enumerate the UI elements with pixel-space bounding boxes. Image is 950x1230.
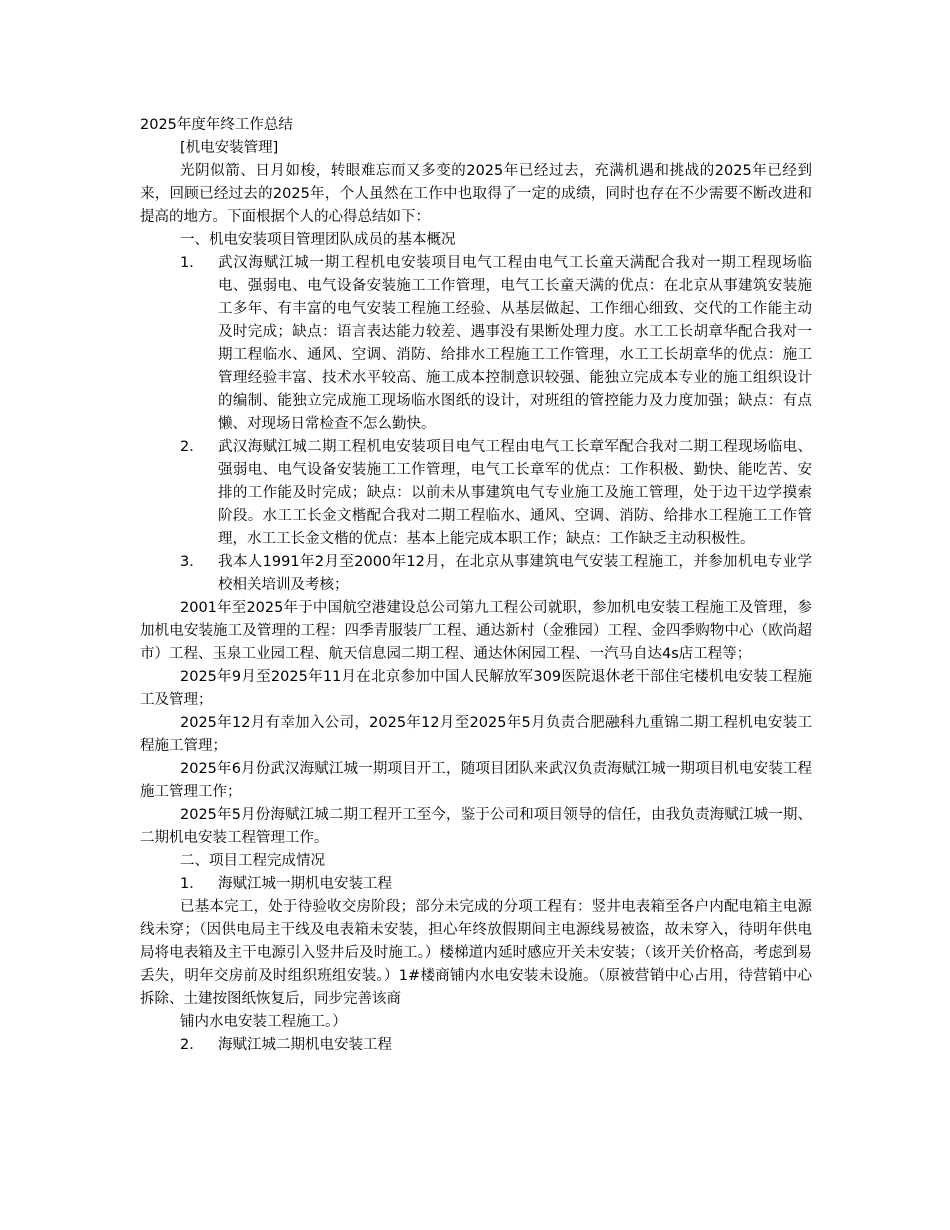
- subsection-heading: [140, 873, 812, 896]
- history-paragraph: 2025年5月份海赋江城二期工程开工至今，鉴于公司和项目领导的信任，由我负责海赋江城一期、二期机电安装工程管理工作。: [140, 807, 812, 846]
- document-body: [140, 114, 812, 1057]
- history-paragraph: 2025年6月份武汉海赋江城一期项目开工，随项目团队来武汉负责海赋江城一期项目机电安装工程施工管理工作；: [140, 761, 812, 800]
- category-tag: [机电安装管理]: [180, 140, 279, 156]
- list-item-text: 武汉海赋江城一期工程机电安装项目电气工程由电气工长童天满配合我对一期工程现场临电、强弱电、电气设备安装施工工作管理，电气工长童天满的优点：在北京从事建筑安装施工多年、有丰富的电气安装工程施工经验、从基层做起、工作细心细致、交代的工作能主动及时完成；缺点：语言表达能力较差、遇事没有果断处理力度。水工工长胡章华配合我对一期工程临水、通风、空调、消防、给排水工程施工工作管理，水工工长胡章华的优点：施工管理经验丰富、技术水平较高、施工成本控制意识较强、能独立完成本专业的施工组织设计的编制、能独立完成施工现场临水图纸的设计，对班组的管控能力及力度加强；缺点：有点懒、对现场日常检查不怎么勤快。: [218, 255, 812, 432]
- subsection-label: 海赋江城二期机电安装工程: [218, 1037, 392, 1053]
- subsection-paragraph-tail: 铺内水电安装工程施工。）: [180, 1014, 347, 1030]
- list-item-number: 3．: [180, 554, 204, 570]
- list-item: [140, 252, 812, 436]
- history-paragraph: 2025年9月至2025年11月在北京参加中国人民解放军309医院退休老干部住宅楼机电安装工程施工及管理；: [140, 669, 812, 708]
- subsection-label: 海赋江城一期机电安装工程: [218, 876, 392, 892]
- subsection-number: 2．: [180, 1037, 204, 1053]
- section-2-heading: 二、项目工程完成情况: [180, 853, 325, 869]
- list-item: [140, 551, 812, 597]
- list-item-number: 2．: [180, 439, 204, 455]
- section-1-heading: 一、机电安装项目管理团队成员的基本概况: [180, 232, 456, 248]
- history-paragraph: 2025年12月有幸加入公司，2025年12月至2025年5月负责合肥融科九重锦二期工程机电安装工程施工管理；: [140, 715, 812, 754]
- list-item-number: 1．: [180, 255, 204, 271]
- subsection-number: 1．: [180, 876, 204, 892]
- list-item-text: 武汉海赋江城二期工程机电安装项目电气工程由电气工长章军配合我对二期工程现场临电、强弱电、电气设备安装施工工作管理，电气工长章军的优点：工作积极、勤快、能吃苦、安排的工作能及时完成；缺点：以前未从事建筑电气专业施工及施工管理，处于边干边学摸索阶段。水工工长金文楷配合我对二期工程临水、通风、空调、消防、给排水工程施工工作管理，水工工长金文楷的优点：基本上能完成本职工作；缺点：工作缺乏主动积极性。: [218, 439, 812, 547]
- list-item: [140, 436, 812, 551]
- subsection-paragraph: 已基本完工，处于待验收交房阶段；部分未完成的分项工程有：竖井电表箱至各户内配电箱主电源线未穿；（因供电局主干线及电表箱未安装，担心年终放假期间主电源线易被盗，故未穿入，待明年供电局将电表箱及主干电源引入竖井后及时施工。）楼梯道内延时感应开关未安装；（该开关价格高，考虑到易丢失，明年交房前及时组织班组安装。）1#楼商铺内水电安装未设施。（原被营销中心占用，待营销中心拆除、土建按图纸恢复后，同步完善该商: [140, 899, 812, 1007]
- subsection-heading: [140, 1034, 812, 1057]
- history-paragraph: 2001年至2025年于中国航空港建设总公司第九工程公司就职，参加机电安装工程施工及管理，参加机电安装施工及管理的工程：四季青服装厂工程、通达新村（金雅园）工程、金四季购物中心（欧尚超市）工程、玉泉工业园工程、航天信息园二期工程、通达休闲园工程、一汽马自达4s店工程等；: [140, 600, 812, 662]
- document-title: 2025年度年终工作总结: [140, 117, 293, 133]
- list-item-text: 我本人1991年2月至2000年12月，在北京从事建筑电气安装工程施工，并参加机电专业学校相关培训及考核；: [218, 554, 812, 593]
- intro-paragraph: 光阴似箭、日月如梭，转眼难忘而又多变的2025年已经过去，充满机遇和挑战的2025年已经到来，回顾已经过去的2025年，个人虽然在工作中也取得了一定的成绩，同时也存在不少需要不断改进和提高的地方。下面根据个人的心得总结如下：: [140, 163, 812, 225]
